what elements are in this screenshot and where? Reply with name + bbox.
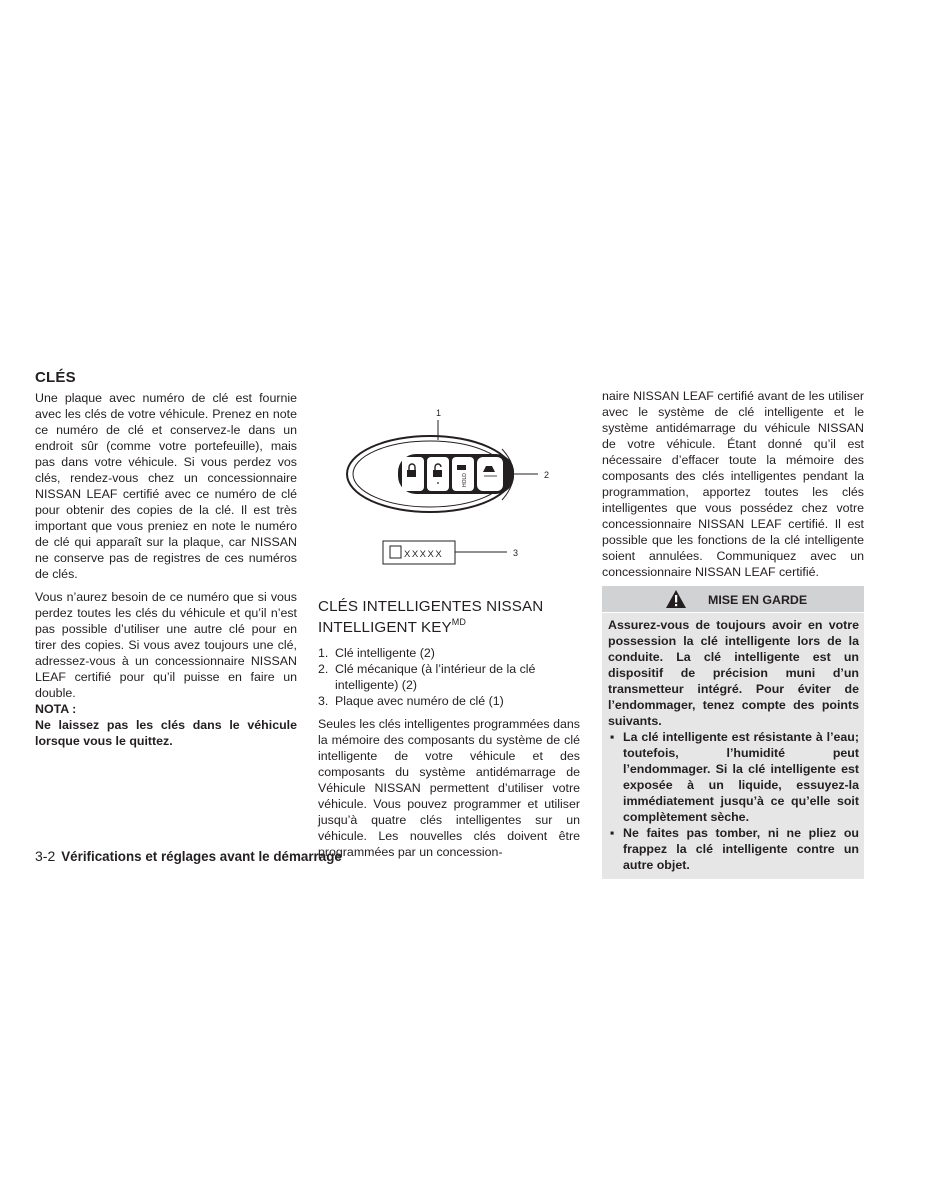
caution-header xyxy=(602,586,864,613)
callout-1: 1 xyxy=(436,408,442,418)
warning-triangle-icon xyxy=(665,589,687,609)
keys-paragraph-1: Une plaque avec numéro de clé est fournie avec les clés de votre véhicule. Prenez en note ce numéro de clé et conservez-le dans un endroit sûr (comme votre portefeuille), mais pas dans votre véhicule. Si vous perdez vos clés, rendez-vous chez un concessionnaire NISSAN LEAF certifié avec ce numéro de clé pour obtenir des copies de la clé. Il est très important que vous preniez en note le numéro de clé qui apparaît sur la plaque, car NISSAN ne conserve pas de registres de ces numéros de clés. xyxy=(35,391,297,581)
column-caution xyxy=(602,388,864,879)
column-keys xyxy=(35,370,297,749)
list-item xyxy=(318,693,580,709)
caution-bullets xyxy=(608,729,859,873)
caution-box xyxy=(602,586,864,879)
list-item-text: Clé intelligente (2) xyxy=(335,646,435,661)
callout-3: 3 xyxy=(513,548,519,558)
caution-title: MISE EN GARDE xyxy=(708,593,808,607)
intelligent-key-title-text: CLÉS INTELLIGENTES NISSAN INTELLIGENT KEY xyxy=(318,598,544,637)
caution-bullet-text: La clé intelligente est résistante à l’eau; toutefois, l’humidité peut l’endommager. Si la clé intelligente est exposée à un liquide, essuyez-la immédiatement jusqu’à ce qu’elle soit complètement sèche. xyxy=(623,730,859,824)
list-item-number: 3. xyxy=(318,694,329,709)
plate-number-text: XXXXX xyxy=(404,549,444,560)
nota-text: Ne laissez pas les clés dans le véhicule lorsque vous le quittez. xyxy=(35,718,297,748)
figure-legend-list xyxy=(318,645,580,709)
intelligent-key-paragraph-part2: naire NISSAN LEAF certifié avant de les utiliser avec le système de clé intelligente et le système antidémarrage du véhicule NISSAN de votre véhicule. Étant donné qu’il est nécessaire d’effacer toute la mémoire des composants des clés intelligentes pendant la programmation, apportez toutes les clés intelligentes que vous possédez chez votre concessionnaire NISSAN LEAF certifié. Il est possible que les fonctions de la clé intelligente soient annulées. Communiquez avec un concessionnaire NISSAN LEAF certifié. xyxy=(602,389,864,579)
intelligent-key-title-sup: MD xyxy=(451,617,466,627)
caution-bullet xyxy=(608,729,859,825)
keys-paragraph-2: Vous n’aurez besoin de ce numéro que si vous perdez toutes les clés du véhicule et qu’il n’est pas possible d’utiliser une autre clé pour en tirer des copies. Si vous avez toujours une clé, adressez-vous à un concessionnaire NISSAN LEAF certifié pour qu’il puisse en faire un double. xyxy=(35,590,297,700)
list-item xyxy=(318,661,580,693)
caution-intro: Assurez-vous de toujours avoir en votre possession la clé intelligente lors de la conduite. La clé intelligente est un dispositif de précision muni d’un transmetteur intégré. Pour éviter de l’endommager, tenez compte des points suivants. xyxy=(608,618,859,728)
list-item-number: 1. xyxy=(318,646,329,661)
callout-2: 2 xyxy=(544,470,550,480)
page-number: 3-2 xyxy=(35,848,56,864)
caution-bullet xyxy=(608,825,859,873)
intelligent-key-title xyxy=(318,598,580,636)
list-item-text: Clé mécanique (à l’intérieur de la clé intelligente) (2) xyxy=(335,662,536,693)
intelligent-key-paragraph-part1: Seules les clés intelligentes programmées dans la mémoire des composants du système de clé intelligente de votre véhicule et des composants du système antidémarrage de Véhicule NISSAN permettent d’utiliser votre véhicule. Vous pouvez programmer et utiliser jusqu’à quatre clés intelligentes sur un véhicule. Les nouvelles clés doivent être programmées par un concession- xyxy=(318,717,580,860)
section-title: CLÉS xyxy=(35,369,76,386)
caution-bullet-text: Ne faites pas tomber, ni ne pliez ou frappez la clé intelligente contre un autre objet. xyxy=(623,826,859,872)
chapter-title: Vérifications et réglages avant le démarrage xyxy=(61,849,342,864)
page-footer xyxy=(35,848,342,864)
bullet-marker: ▪ xyxy=(610,826,615,840)
list-item-number: 2. xyxy=(318,662,329,677)
bullet-marker: ▪ xyxy=(610,730,615,744)
hold-label: HOLD xyxy=(462,473,468,487)
column-intelligent-keys xyxy=(318,405,580,860)
list-item xyxy=(318,645,580,661)
list-item-text: Plaque avec numéro de clé (1) xyxy=(335,694,504,709)
nota-title: NOTA : xyxy=(35,702,77,716)
